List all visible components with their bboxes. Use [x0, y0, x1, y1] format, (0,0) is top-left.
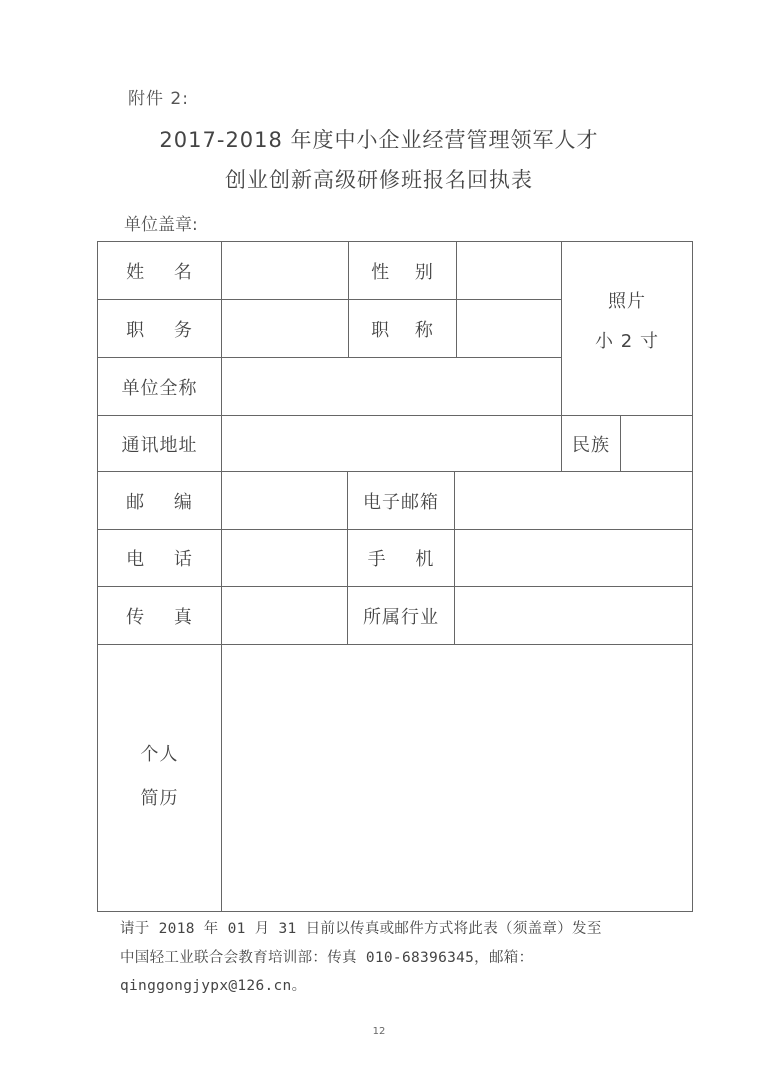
resume-label: 个人 简历 — [140, 744, 179, 809]
gender-label: 性 别 — [371, 261, 434, 283]
phone-label: 电 话 — [126, 549, 193, 570]
ethnicity-field[interactable] — [621, 416, 692, 471]
name-field[interactable] — [222, 242, 348, 299]
fax-field[interactable] — [222, 587, 347, 644]
photo-size-label: 小 2 寸 — [595, 331, 659, 352]
name-label: 姓 名 — [126, 261, 193, 283]
page-number: 12 — [372, 1026, 386, 1037]
form-title-line2: 创业创新高级研修班报名回执表 — [225, 168, 533, 192]
form-title-line1: 2017-2018 年度中小企业经营管理领军人才 — [159, 128, 599, 152]
seal-label: 单位盖章: — [124, 215, 198, 235]
photo-label: 照片 — [608, 291, 646, 312]
position-field[interactable] — [222, 300, 348, 357]
address-label: 通讯地址 — [121, 434, 198, 456]
footer-note-line1: 请于 2018 年 01 月 31 日前以传真或邮件方式将此表（须盖章）发至 — [120, 921, 602, 937]
gender-field[interactable] — [457, 242, 561, 299]
ethnicity-label: 民族 — [572, 434, 610, 456]
address-field[interactable] — [222, 416, 561, 471]
footer-note-line2: 中国轻工业联合会教育培训部：传真 010-68396345，邮箱： — [120, 950, 534, 966]
registration-form-table — [97, 241, 693, 912]
resume-field[interactable] — [222, 645, 692, 911]
photo-placeholder[interactable] — [562, 272, 692, 372]
organization-label: 单位全称 — [121, 377, 198, 399]
postcode-field[interactable] — [222, 472, 347, 529]
mobile-field[interactable] — [455, 530, 692, 586]
mobile-label: 手 机 — [367, 549, 435, 570]
attachment-label: 附件 2: — [128, 89, 189, 109]
footer-note-line3: qinggongjypx@126.cn。 — [120, 978, 307, 994]
fax-label: 传 真 — [126, 606, 193, 628]
phone-field[interactable] — [222, 530, 347, 586]
organization-field[interactable] — [222, 358, 561, 415]
postcode-label: 邮 编 — [126, 491, 193, 513]
industry-field[interactable] — [455, 587, 692, 644]
position-label: 职 务 — [126, 319, 193, 341]
industry-label: 所属行业 — [363, 606, 439, 628]
job-title-label: 职 称 — [371, 319, 434, 341]
job-title-field[interactable] — [457, 300, 561, 357]
email-field[interactable] — [455, 472, 692, 529]
email-label: 电子邮箱 — [363, 491, 439, 513]
